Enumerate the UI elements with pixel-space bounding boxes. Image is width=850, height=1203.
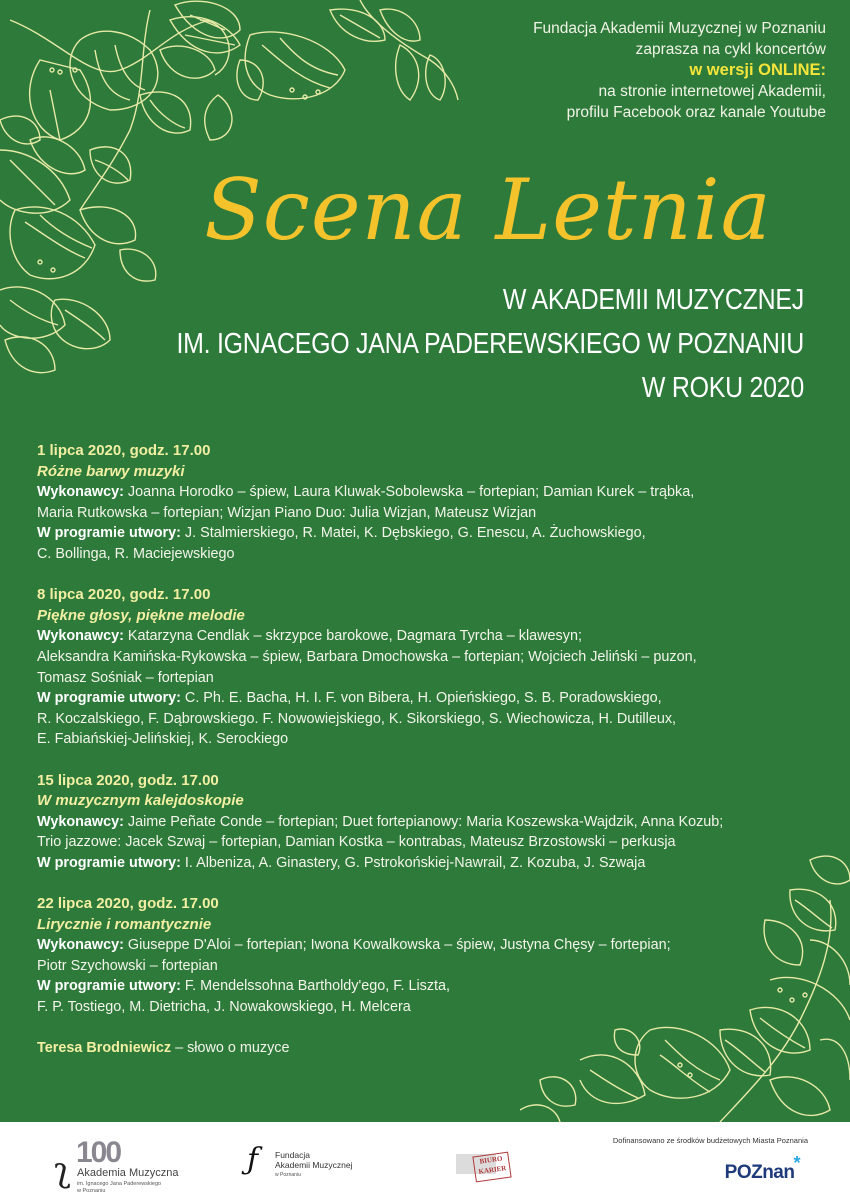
- invite-line-2: zaprasza na cykl koncertów: [635, 41, 826, 58]
- invite-line-5: profilu Facebook oraz kanale Youtube: [566, 104, 826, 121]
- event-date: 8 lipca 2020, godz. 17.00: [37, 586, 211, 604]
- program-label: W programie utwory:: [37, 978, 181, 995]
- event-performers: Wykonawcy: Jaime Peñate Conde – fortepian; Duet fortepianowy: Maria Koszewska-Wajdzik, Anna Kozub;: [37, 813, 724, 830]
- am-logo-sub: im. Ignacego Jana Paderewskiego w Poznaniu: [77, 1181, 162, 1194]
- poznan-logo-text: POZnan: [724, 1162, 795, 1183]
- fam-logo-name: Fundacja Akademii Muzycznej: [275, 1150, 353, 1170]
- poznan-logo: [724, 1153, 800, 1184]
- event-date: 22 lipca 2020, godz. 17.00: [37, 895, 219, 913]
- biuro-karier-logo: [456, 1150, 516, 1184]
- clef-icon: ʅ: [54, 1150, 71, 1190]
- narrator-name: Teresa Brodniewicz: [37, 1040, 172, 1057]
- narrator-credit: [37, 1038, 827, 1059]
- event-performers-cont: Trio jazzowe: Jacek Szwaj – fortepian, Damian Kostka – kontrabas, Mateusz Brzostowski – perkusja: [37, 834, 676, 851]
- event-program: W programie utwory: F. Mendelssohna Bartholdy'ego, F. Liszta,: [37, 978, 451, 995]
- invite-line-1: Fundacja Akademii Muzycznej w Poznaniu: [533, 20, 826, 37]
- program-label: W programie utwory:: [37, 690, 181, 707]
- invitation-text: [406, 18, 826, 123]
- program-label: W programie utwory:: [37, 525, 181, 542]
- concert-event: [37, 441, 827, 565]
- event-performers-cont: Tomasz Sośniak – fortepian: [37, 669, 214, 686]
- event-program-cont: C. Bollinga, R. Maciejewskiego: [37, 545, 235, 562]
- event-theme: W muzycznym kalejdoskopie: [37, 792, 244, 810]
- event-program: W programie utwory: J. Stalmierskiego, R. Matei, K. Dębskiego, G. Enescu, A. Żuchowskiego,: [37, 525, 646, 542]
- event-program-cont: R. Koczalskiego, F. Dąbrowskiego. F. Nowowiejskiego, K. Sikorskiego, S. Wiechowicza, H. Dutilleux,: [37, 710, 677, 727]
- event-program: W programie utwory: I. Albeniza, A. Ginastery, G. Pstrokońskiej-Nawrail, Z. Kozuba, J. Szwaja: [37, 854, 646, 871]
- concert-event: [37, 585, 827, 750]
- event-performers: Wykonawcy: Katarzyna Cendlak – skrzypce barokowe, Dagmara Tyrcha – klawesyn;: [37, 628, 582, 645]
- event-performers: Wykonawcy: Joanna Horodko – śpiew, Laura Kluwak-Sobolewska – fortepian; Damian Kurek – trąbka,: [37, 484, 695, 501]
- fam-logo-sub: w Poznaniu: [275, 1172, 301, 1178]
- invite-line-4: na stronie internetowej Akademii,: [598, 83, 826, 100]
- program-label: W programie utwory:: [37, 854, 181, 871]
- akademia-muzyczna-logo: [48, 1136, 218, 1196]
- concert-event: [37, 771, 827, 874]
- sponsor-footer: [0, 1122, 850, 1203]
- concert-schedule: [37, 441, 827, 1073]
- subtitle-line-1: W AKADEMII MUZYCZNEJ: [502, 284, 804, 316]
- event-program-cont: E. Fabiańskiej-Jelińskiej, K. Serockiego: [37, 731, 289, 748]
- f-clef-icon: ƒ: [247, 1142, 259, 1177]
- concert-event: [37, 894, 827, 1018]
- online-highlight: w wersji ONLINE:: [689, 61, 826, 79]
- event-theme: Piękne głosy, piękne melodie: [37, 606, 245, 624]
- centenary-number: 100: [76, 1136, 121, 1169]
- narrator-role: – słowo o muzyce: [171, 1040, 290, 1057]
- asterisk-icon: *: [793, 1153, 800, 1173]
- event-program-cont: F. P. Tostiego, M. Dietricha, J. Nowakowskiego, H. Melcera: [37, 999, 411, 1016]
- performers-label: Wykonawcy:: [37, 937, 124, 954]
- performers-label: Wykonawcy:: [37, 484, 124, 501]
- event-theme: Lirycznie i romantycznie: [37, 915, 212, 933]
- event-performers-cont: Aleksandra Kamińska-Rykowska – śpiew, Barbara Dmochowska – fortepian; Wojciech Jeliński – puzon,: [37, 648, 697, 665]
- event-performers: Wykonawcy: Giuseppe D'Aloi – fortepian; Iwona Kowalkowska – śpiew, Justyna Chęsy – fortepian;: [37, 937, 671, 954]
- event-performers-cont: Piotr Szychowski – fortepian: [37, 957, 218, 974]
- subtitle-line-2: IM. IGNACEGO JANA PADEREWSKIEGO W POZNANIU: [176, 328, 804, 360]
- stamp-icon: BIURO KARIER: [472, 1152, 511, 1183]
- event-date: 15 lipca 2020, godz. 17.00: [37, 771, 219, 789]
- event-performers-cont: Maria Rutkowska – fortepian; Wizjan Piano Duo: Julia Wizjan, Mateusz Wizjan: [37, 504, 537, 521]
- subtitle-line-3: W ROKU 2020: [641, 372, 804, 404]
- event-program: W programie utwory: C. Ph. E. Bacha, H. I. F. von Bibera, H. Opieńskiego, S. B. Poradowskiego,: [37, 690, 662, 707]
- event-theme: Różne barwy muzyki: [37, 462, 185, 480]
- poster-title: Scena Letnia: [204, 161, 772, 259]
- funding-note: Dofinansowano ze środków budżetowych Miasta Poznania: [612, 1136, 808, 1145]
- poster-subtitle: [150, 278, 804, 410]
- event-date: 1 lipca 2020, godz. 17.00: [37, 442, 211, 459]
- am-logo-name: Akademia Muzyczna: [77, 1167, 179, 1179]
- performers-label: Wykonawcy:: [37, 813, 124, 830]
- fundacja-logo: [245, 1140, 385, 1190]
- performers-label: Wykonawcy:: [37, 628, 124, 645]
